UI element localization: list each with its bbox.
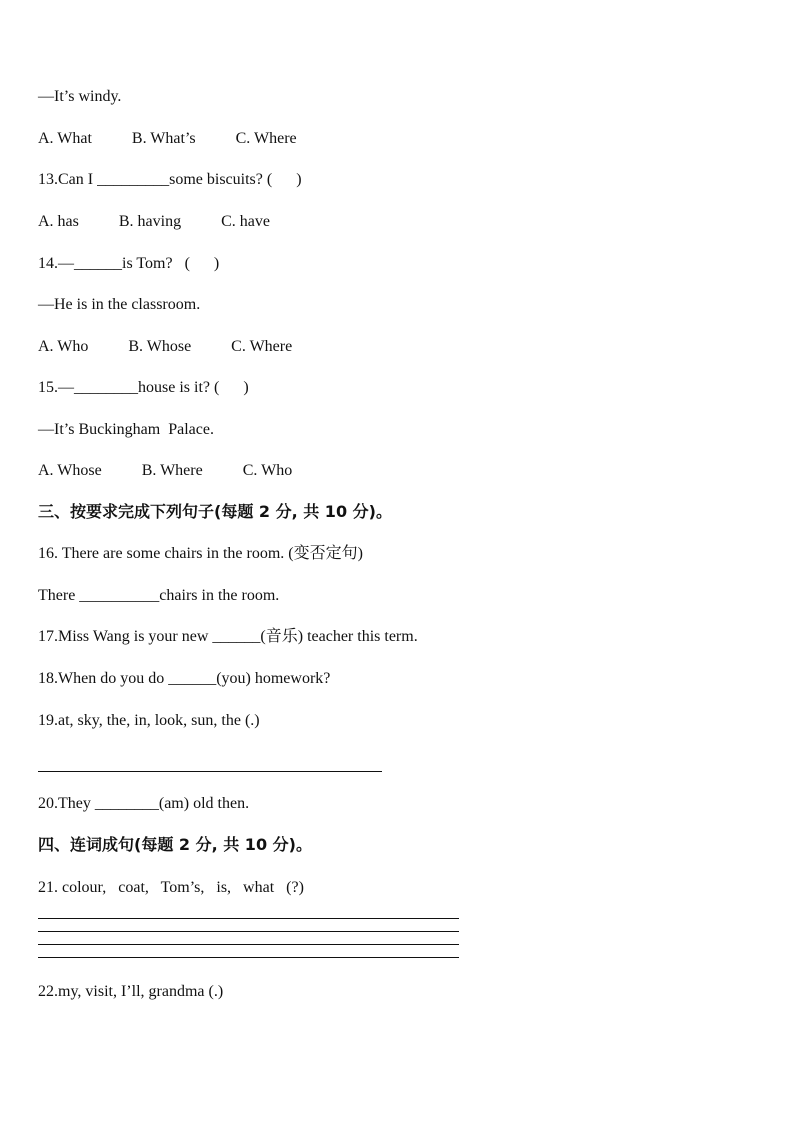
line-windy: —It’s windy.: [38, 88, 122, 105]
answer-15: —It’s Buckingham Palace.: [38, 421, 214, 438]
options-q15: A. Whose B. Where C. Who: [38, 462, 293, 479]
question-13: 13.Can I _________some biscuits? ( ): [38, 171, 302, 188]
question-21: 21. colour, coat, Tom’s, is, what (?): [38, 879, 304, 896]
options-q12: A. What B. What’s C. Where: [38, 130, 297, 147]
answer-16: There __________chairs in the room.: [38, 587, 280, 604]
question-18: 18.When do you do ______(you) homework?: [38, 670, 331, 687]
section-heading-4: 四、连词成句(每题 2 分, 共 10 分)。: [38, 835, 312, 854]
options-q13: A. has B. having C. have: [38, 213, 270, 230]
question-17: 17.Miss Wang is your new ______(音乐) teacher this term.: [38, 628, 418, 645]
section-heading-3: 三、按要求完成下列句子(每题 2 分, 共 10 分)。: [38, 502, 392, 521]
question-16: 16. There are some chairs in the room. (变否定句): [38, 545, 363, 562]
answer-14: —He is in the classroom.: [38, 296, 201, 313]
question-15: 15.—________house is it? ( ): [38, 379, 249, 396]
answer-line-21-4: [38, 957, 459, 958]
answer-line-21-2: [38, 931, 459, 932]
question-22: 22.my, visit, I’ll, grandma (.): [38, 983, 224, 1000]
question-14: 14.—______is Tom? ( ): [38, 255, 220, 272]
answer-line-19: [38, 771, 382, 772]
question-20: 20.They ________(am) old then.: [38, 795, 250, 812]
answer-line-21-1: [38, 918, 459, 919]
options-q14: A. Who B. Whose C. Where: [38, 338, 293, 355]
question-19: 19.at, sky, the, in, look, sun, the (.): [38, 712, 260, 729]
answer-line-21-3: [38, 944, 459, 945]
